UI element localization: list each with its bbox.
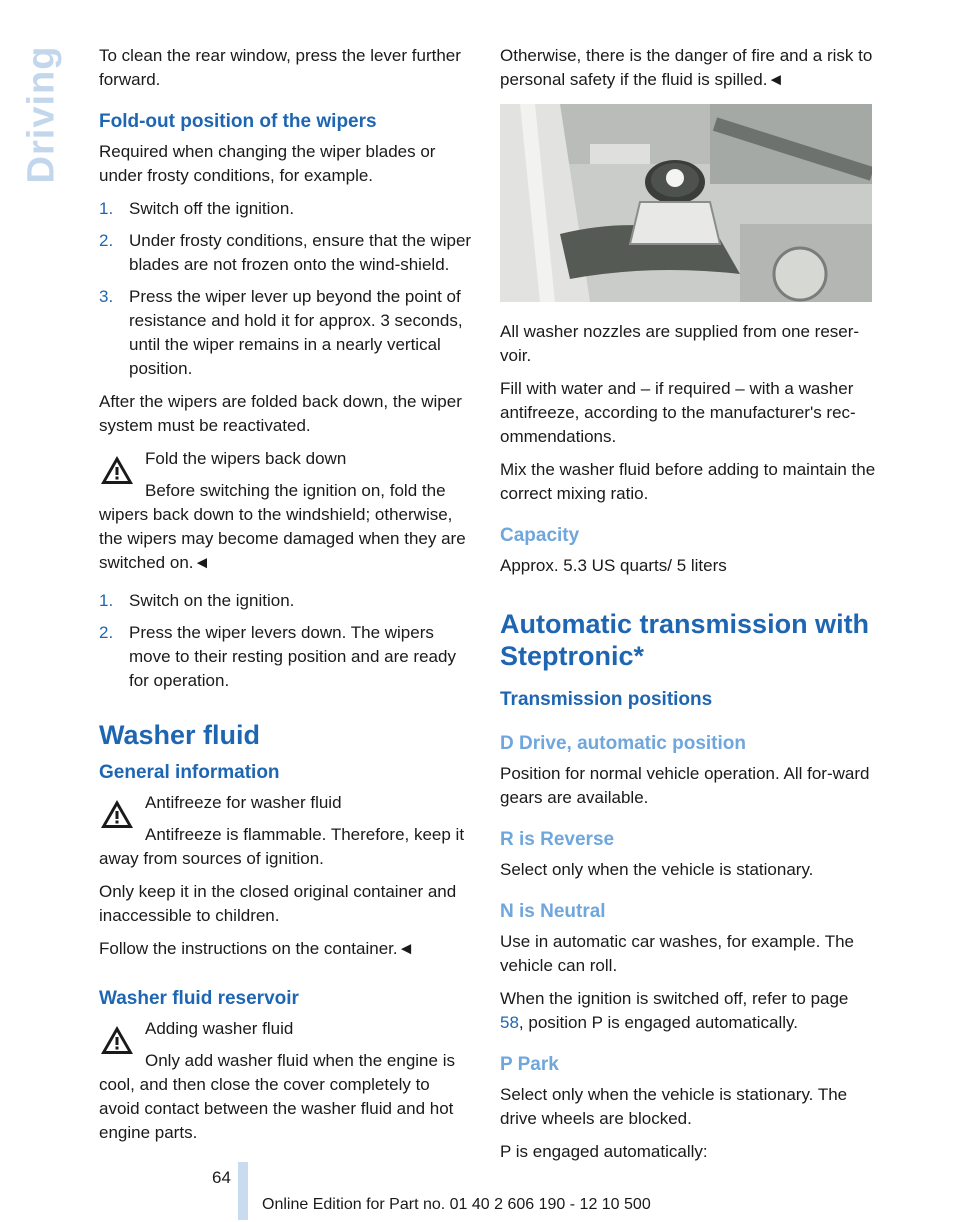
- heading-washer-fluid-reservoir: Washer fluid reservoir: [99, 988, 299, 1009]
- steps-list: [99, 589, 475, 693]
- warning-title: Adding washer fluid: [145, 1019, 294, 1038]
- page-number: 64: [212, 1168, 231, 1187]
- edition-line: Online Edition for Part no. 01 40 2 606 190 - 12 10 500: [262, 1196, 651, 1213]
- paragraph: Position for normal vehicle operation. All for-ward gears are available.: [500, 764, 870, 807]
- heading-transmission-positions: Transmission positions: [500, 689, 713, 710]
- paragraph: After the wipers are folded back down, the wiper system must be reactivated.: [99, 392, 462, 435]
- paragraph: Only keep it in the closed original container and inaccessible to children.: [99, 882, 457, 925]
- page-link[interactable]: 58: [500, 1013, 519, 1032]
- washer-reservoir-photo: [500, 104, 872, 302]
- text-run: When the ignition is switched off, refer to page: [500, 989, 849, 1008]
- paragraph: [500, 987, 876, 1035]
- paragraph: Required when changing the wiper blades or under frosty conditions, for example.: [99, 142, 436, 185]
- list-item: [99, 197, 475, 221]
- step-number: 3.: [99, 287, 114, 306]
- heading-washer-fluid: Washer fluid: [99, 720, 261, 750]
- warning-block: [99, 447, 475, 575]
- list-item: [99, 285, 475, 381]
- left-column: [99, 44, 475, 1154]
- paragraph: Select only when the vehicle is stationary. The drive wheels are blocked.: [500, 1085, 848, 1128]
- step-text: Press the wiper lever up beyond the point of resistance and hold it for approx. 3 seconds, until the wiper remains in a nearly vertical position.: [129, 287, 463, 378]
- step-number: 1.: [99, 199, 114, 218]
- steps-list: [99, 197, 475, 381]
- list-item: [99, 621, 475, 693]
- paragraph: Select only when the vehicle is stationary.: [500, 860, 814, 879]
- chapter-label: Driving: [20, 45, 63, 183]
- text-run: , position P is engaged automatically.: [518, 1013, 799, 1032]
- warning-block: [99, 1017, 475, 1145]
- heading-reverse: R is Reverse: [500, 829, 615, 850]
- paragraph: Mix the washer fluid before adding to maintain the correct mixing ratio.: [500, 460, 876, 503]
- paragraph: Use in automatic car washes, for example. The vehicle can roll.: [500, 932, 855, 975]
- step-text: Press the wiper levers down. The wipers move to their resting position and are ready for operation.: [129, 623, 456, 690]
- step-number: 2.: [99, 231, 114, 250]
- paragraph: Fill with water and – if required – with a washer antifreeze, according to the manufacturer's rec-ommendations.: [500, 379, 856, 446]
- paragraph: To clean the rear window, press the lever further forward.: [99, 46, 461, 89]
- warning-title: Fold the wipers back down: [145, 449, 347, 468]
- heading-capacity: Capacity: [500, 525, 580, 546]
- list-item: [99, 229, 475, 277]
- warning-triangle-icon: [99, 797, 135, 831]
- paragraph: Approx. 5.3 US quarts/ 5 liters: [500, 556, 727, 575]
- paragraph: Follow the instructions on the container.◄: [99, 939, 415, 958]
- heading-general-information: General information: [99, 762, 280, 783]
- warning-title: Antifreeze for washer fluid: [145, 793, 342, 812]
- chapter-side-tab: [20, 44, 64, 184]
- step-text: Switch on the ignition.: [129, 591, 295, 610]
- footer-bar: [238, 1162, 248, 1220]
- warning-triangle-icon: [99, 1023, 135, 1057]
- warning-text: Only add washer fluid when the engine is cool, and then close the cover completely to avoid contact between the washer fluid and hot engine parts.: [99, 1051, 455, 1142]
- list-item: [99, 589, 475, 613]
- heading-park: P Park: [500, 1054, 559, 1075]
- paragraph: Otherwise, there is the danger of fire and a risk to personal safety if the fluid is spilled.◄: [500, 46, 873, 89]
- paragraph: All washer nozzles are supplied from one reser-voir.: [500, 322, 860, 365]
- warning-text: Before switching the ignition on, fold the wipers back down to the windshield; otherwise, the wipers may become damaged when they are switched on.◄: [99, 481, 466, 572]
- paragraph: P is engaged automatically:: [500, 1142, 708, 1161]
- warning-block: [99, 791, 475, 871]
- warning-text: Antifreeze is flammable. Therefore, keep it away from sources of ignition.: [99, 825, 465, 868]
- step-text: Switch off the ignition.: [129, 199, 295, 218]
- right-column: [500, 44, 876, 1173]
- warning-triangle-icon: [99, 453, 135, 487]
- heading-drive: D Drive, automatic position: [500, 733, 746, 754]
- heading-foldout: Fold-out position of the wipers: [99, 111, 377, 132]
- heading-neutral: N is Neutral: [500, 901, 606, 922]
- heading-automatic-transmission: Automatic transmission with Steptronic*: [500, 609, 870, 671]
- step-number: 2.: [99, 623, 114, 642]
- step-number: 1.: [99, 591, 114, 610]
- step-text: Under frosty conditions, ensure that the wiper blades are not frozen onto the wind-shield.: [129, 231, 472, 274]
